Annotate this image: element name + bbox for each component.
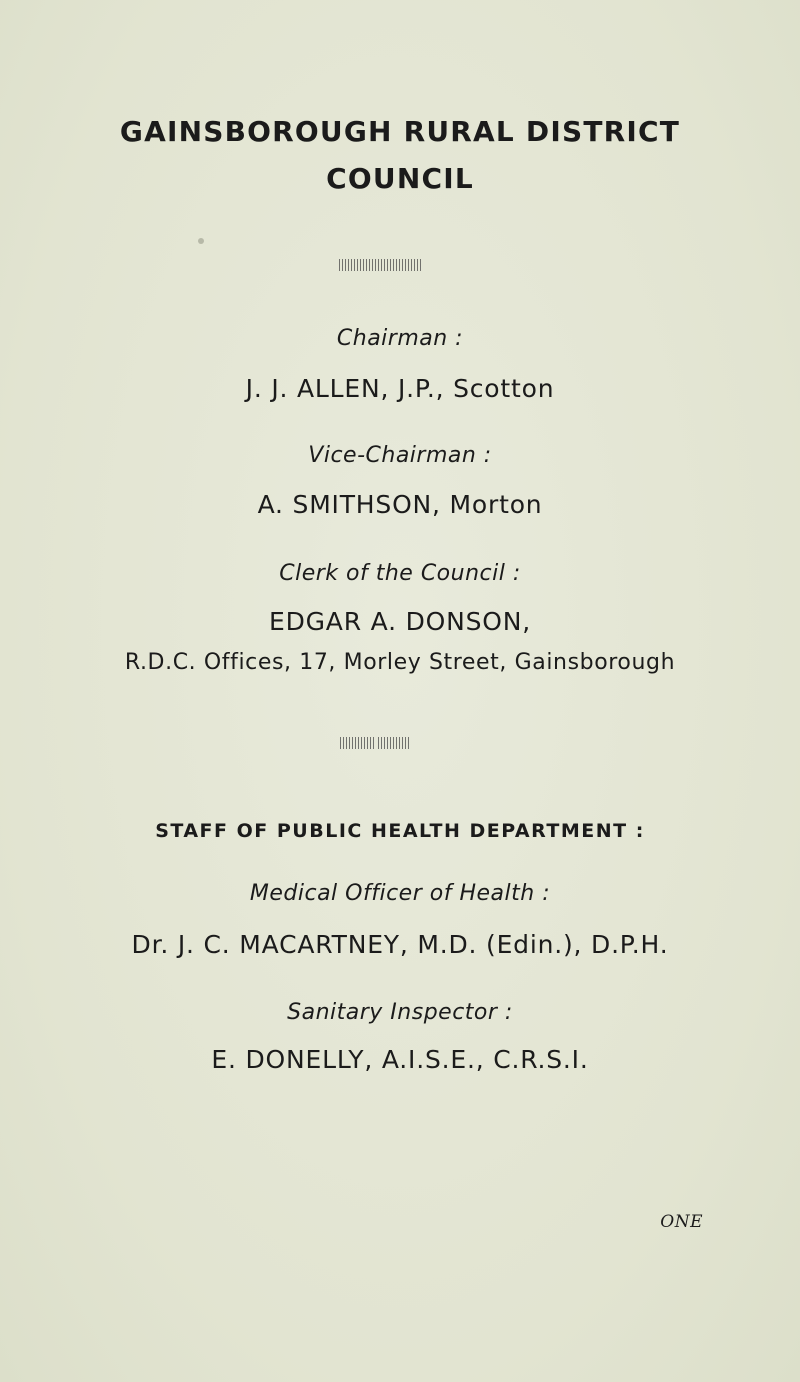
clerk-address: R.D.C. Offices, 17, Morley Street, Gainsborough bbox=[124, 650, 676, 675]
clerk-name: EDGAR A. DONSON, bbox=[268, 607, 532, 636]
vice-chairman-label: Vice-Chairman : bbox=[308, 443, 492, 468]
council-title-line1: GAINSBOROUGH RURAL DISTRICT bbox=[119, 115, 681, 148]
inspector-label: Sanitary Inspector : bbox=[287, 1000, 513, 1025]
vice-chairman-name: A. SMITHSON, Morton bbox=[257, 490, 543, 519]
ornamental-rule-top bbox=[339, 259, 423, 271]
inspector-name: E. DONELLY, A.I.S.E., C.R.S.I. bbox=[211, 1045, 589, 1074]
ornamental-rule-middle-right bbox=[378, 737, 411, 749]
clerk-label: Clerk of the Council : bbox=[279, 561, 521, 586]
council-title-line2: COUNCIL bbox=[326, 162, 474, 195]
ornamental-rule-middle bbox=[340, 737, 374, 749]
moh-label: Medical Officer of Health : bbox=[249, 881, 551, 906]
moh-name: Dr. J. C. MACARTNEY, M.D. (Edin.), D.P.H. bbox=[131, 930, 669, 959]
page-number: ONE bbox=[660, 1212, 703, 1232]
chairman-name: J. J. ALLEN, J.P., Scotton bbox=[245, 374, 555, 403]
paper-speck bbox=[198, 238, 204, 244]
staff-heading: STAFF OF PUBLIC HEALTH DEPARTMENT : bbox=[155, 820, 645, 842]
chairman-label: Chairman : bbox=[336, 326, 464, 351]
